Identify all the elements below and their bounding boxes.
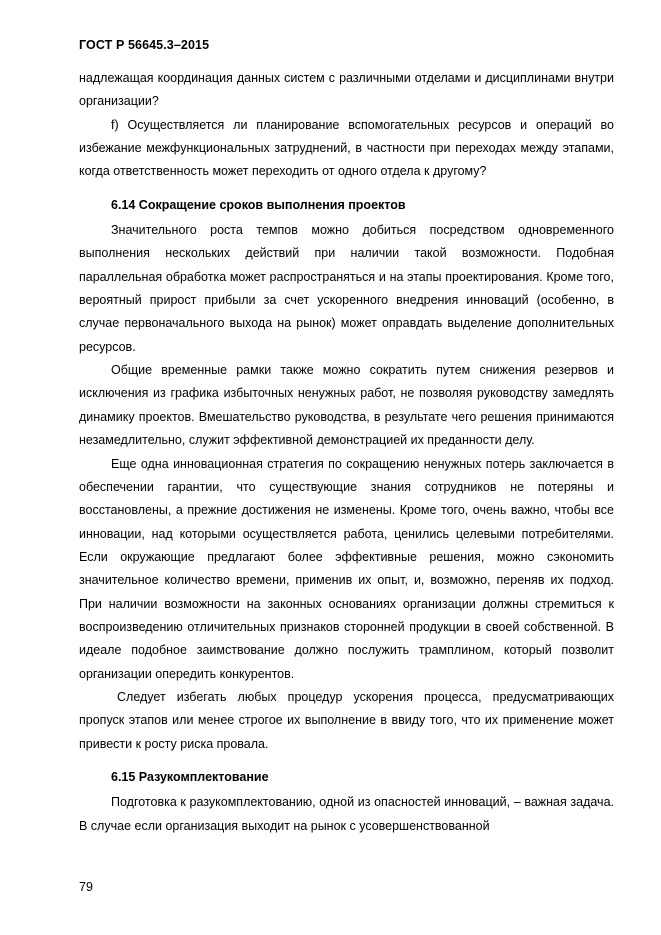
- section-heading-6-15: 6.15 Разукомплектование: [111, 769, 269, 784]
- paragraph-continuation: надлежащая координация данных систем с различными отделами и дисциплинами внутри организации?: [79, 71, 614, 109]
- paragraph-6-14-1: Значительного роста темпов можно добиться посредством одновременного выполнения нескольких действий при наличии такой возможности. Подобная параллельная обработка может распространяться и на этапы проектирования. Кроме того, вероятный прирост прибыли за счет ускоренного внедрения инноваций (особенно, в случае первоначального выхода на рынок) может оправдать выделение дополнительных ресурсов.: [79, 223, 614, 354]
- paragraph-6-14-2: Общие временные рамки также можно сократить путем снижения резервов и исключения из графика избыточных ненужных работ, не позволяя руководству замедлять динамику проектов. Вмешательство руководства, в результате чего решения принимаются незамедлительно, служит эффективной демонстрацией их преданности делу.: [79, 363, 614, 448]
- paragraph-6-15-1: Подготовка к разукомплектованию, одной из опасностей инноваций, – важная задача. В случае если организация выходит на рынок с усовершенствованной: [79, 795, 614, 833]
- page-number: 79: [79, 880, 93, 894]
- document-body: [79, 67, 614, 838]
- paragraph-6-14-4: Следует избегать любых процедур ускорения процесса, предусматривающих пропуск этапов или менее строгое их выполнение в ввиду того, что их применение может привести к росту риска провала.: [79, 689, 614, 751]
- section-heading-6-14: 6.14 Сокращение сроков выполнения проектов: [111, 197, 406, 212]
- paragraph-6-14-3: Еще одна инновационная стратегия по сокращению ненужных потерь заключается в обеспечении гарантии, что существующие знания сотрудников не потеряны и восстановлены, а прежние достижения не изменены. Кроме того, очень важно, чтобы все инновации, над которыми осуществляется работа, ценились целевыми потребителями. Если окружающие предлагают более эффективные решения, можно сэкономить значительное количество времени, применив их опыт, и, возможно, переняв их подход. При наличии возможности на законных основаниях организации должны стремиться к воспроизведению отличительных признаков сторонней продукции в своей собственной. В идеале подобное заимствование должно послужить трамплином, который позволит организации опередить конкурентов.: [79, 456, 614, 681]
- paragraph-item-f: f) Осуществляется ли планирование вспомогательных ресурсов и операций во избежание межфункциональных затруднений, в частности при переходах между этапами, когда ответственность может переходить от одного отдела к другому?: [79, 117, 614, 179]
- standard-designation: ГОСТ Р 56645.3–2015: [79, 38, 210, 52]
